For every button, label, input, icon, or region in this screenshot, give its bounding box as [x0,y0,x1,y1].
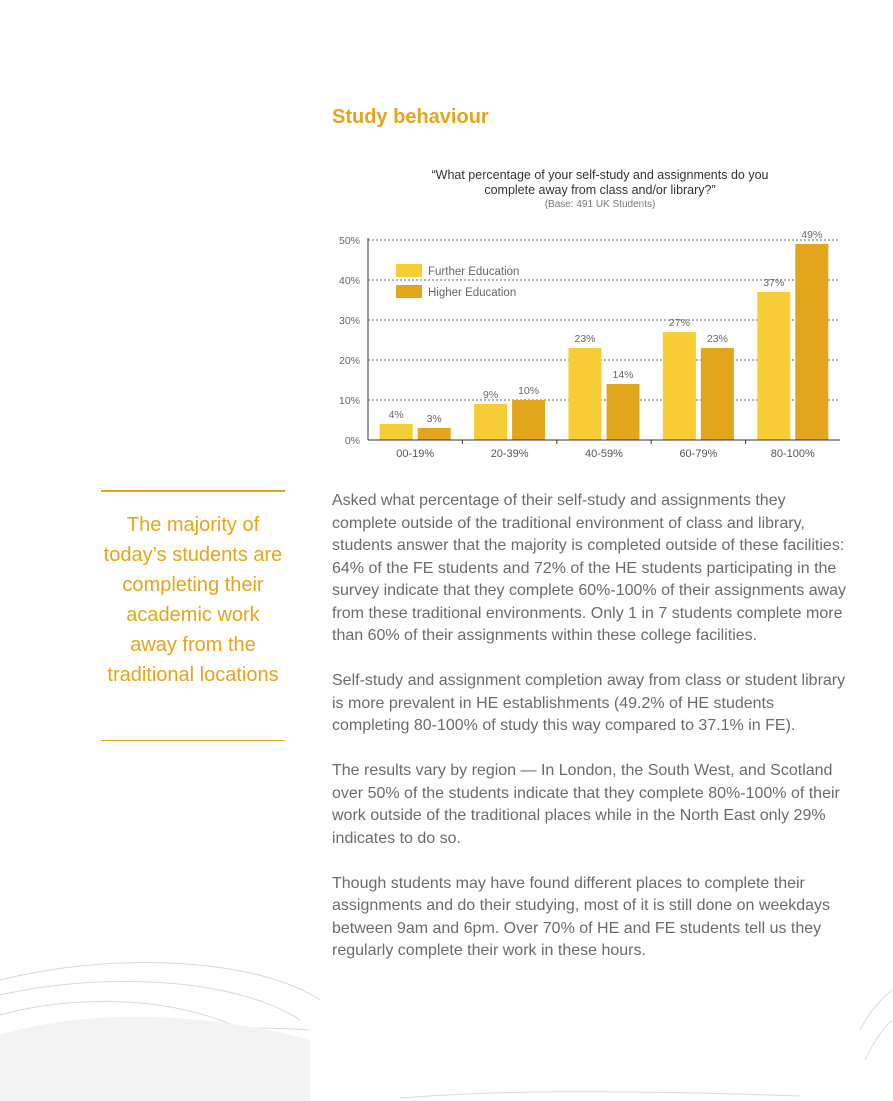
bar-value-label: 9% [483,389,499,401]
bar-value-label: 37% [763,277,785,289]
paragraph-2: Self-study and assignment completion away from class or student library is more prevalent in HE establishments (49.2% of HE students completing 80-100% of study this way compared to 37.1% in FE). [332,672,846,734]
bar [418,428,451,440]
chart-title-line-2: complete away from class and/or library?” [484,183,716,197]
y-tick-label: 10% [338,395,360,407]
legend-swatch [396,264,422,277]
bar [380,424,413,440]
chart-title [432,168,769,197]
y-tick-label: 40% [338,275,360,287]
bar-value-label: 14% [612,369,634,381]
y-axis-ticks [339,235,360,447]
y-tick-label: 30% [338,315,360,327]
legend-swatch [396,285,422,298]
bar-value-label: 23% [574,333,596,345]
paragraph-3: The results vary by region — In London, the South West, and Scotland over 50% of the students indicate that they complete 80%-100% of their work outside of the traditional places while in the North East only 29% indicates to do so. [332,762,840,847]
y-tick-label: 50% [338,235,360,247]
bar-value-labels [389,229,823,425]
chart-subtitle: (Base: 491 UK Students) [544,199,656,210]
chart-title-line-1: “What percentage of your self-study and assignments do you [431,168,769,182]
x-tick-label: 00-19% [396,448,435,460]
x-tick-label: 40-59% [585,448,623,460]
legend-label: Further Education [428,266,520,278]
bar-value-label: 3% [426,413,442,425]
bar-value-label: 49% [801,229,823,241]
paragraph-1: Asked what percentage of their self-study and assignments they complete outside of the traditional environment of class and library, students answer that the majority is completed outside of these facilities: 64% of the FE students and 72% of the HE students participating in the survey indicate that they complete 60%-100% of their assignments away from these traditional environments. Only 1 in 7 students complete more than 60% of their assignments within these college facilities. [332,492,847,644]
legend-label: Higher Education [428,287,517,299]
x-tick-label: 60-79% [679,448,718,460]
bar [569,348,602,440]
bar [663,332,696,440]
bar [701,348,734,440]
bar-value-label: 23% [706,333,728,345]
bar-value-label: 4% [388,409,404,421]
x-tick-label: 80-100% [770,448,815,460]
bar-value-label: 10% [518,385,540,397]
bar [512,400,545,440]
section-title: Study behaviour [332,106,489,128]
bar-chart [330,160,850,465]
paragraph-4: Though students may have found different places to complete their assignments and do their studying, most of it is still done on weekdays between 9am and 6pm. Over 70% of HE and FE students tell us they regularly complete their work in these hours. [332,874,831,959]
bar [757,292,790,440]
bar [474,404,507,440]
x-tick-label: 20-39% [490,448,529,460]
body-text [332,490,847,985]
pull-quote: The majority of today’s students are completing their academic work away from the traditional locations [101,490,285,741]
x-axis-ticks [396,448,815,460]
bar [607,384,640,440]
bar [795,244,828,440]
bar-value-label: 27% [668,317,690,329]
y-tick-label: 0% [344,435,360,447]
chart-legend [396,264,519,299]
y-tick-label: 20% [338,355,360,367]
